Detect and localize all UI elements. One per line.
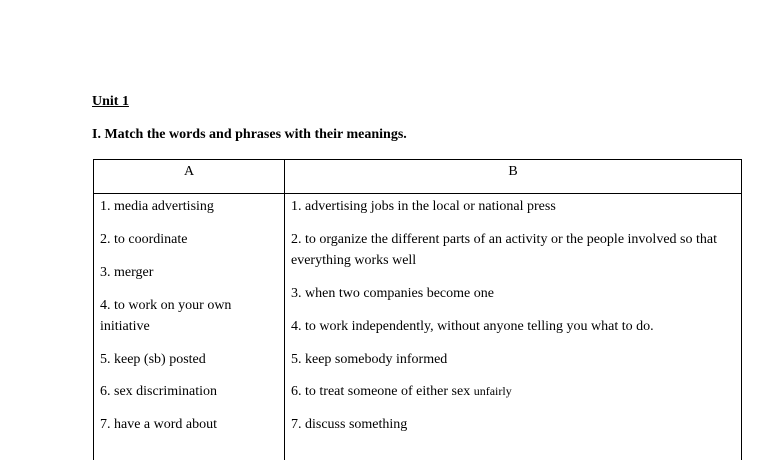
column-a-item-4: 4. to work on your own initiative: [100, 298, 232, 334]
unit-title: Unit 1: [92, 94, 129, 109]
column-b-header: B: [508, 164, 518, 179]
column-a-item-6: 6. sex discrimination: [100, 384, 218, 399]
column-a-item-7: 7. have a word about: [100, 417, 218, 432]
table-header-row: [94, 160, 741, 194]
column-b-item-6: [291, 381, 739, 402]
column-divider: [284, 160, 285, 460]
column-a-item-2: 2. to coordinate: [100, 232, 188, 247]
column-b-item-2: 2. to organize the different parts of an activity or the people involved so that everything works well: [291, 232, 717, 268]
column-a-item-3: 3. merger: [100, 265, 154, 280]
matching-table: [93, 159, 742, 460]
column-b-item-5: 5. keep somebody informed: [291, 352, 448, 367]
column-b-item-7: 7. discuss something: [291, 417, 408, 432]
column-b-item-3: 3. when two companies become one: [291, 286, 494, 301]
column-a-header: A: [183, 164, 195, 179]
column-a-item-1: 1. media advertising: [100, 199, 214, 214]
column-b-item-6-text: 6. to treat someone of either sex: [291, 384, 471, 399]
column-b-item-1: 1. advertising jobs in the local or national press: [291, 199, 556, 214]
column-a-item-5: 5. keep (sb) posted: [100, 352, 206, 367]
instruction-heading: I. Match the words and phrases with their meanings.: [92, 127, 407, 142]
column-b-item-6-suffix: unfairly: [473, 384, 512, 398]
column-b-item-4: 4. to work independently, without anyone telling you what to do.: [291, 319, 654, 334]
